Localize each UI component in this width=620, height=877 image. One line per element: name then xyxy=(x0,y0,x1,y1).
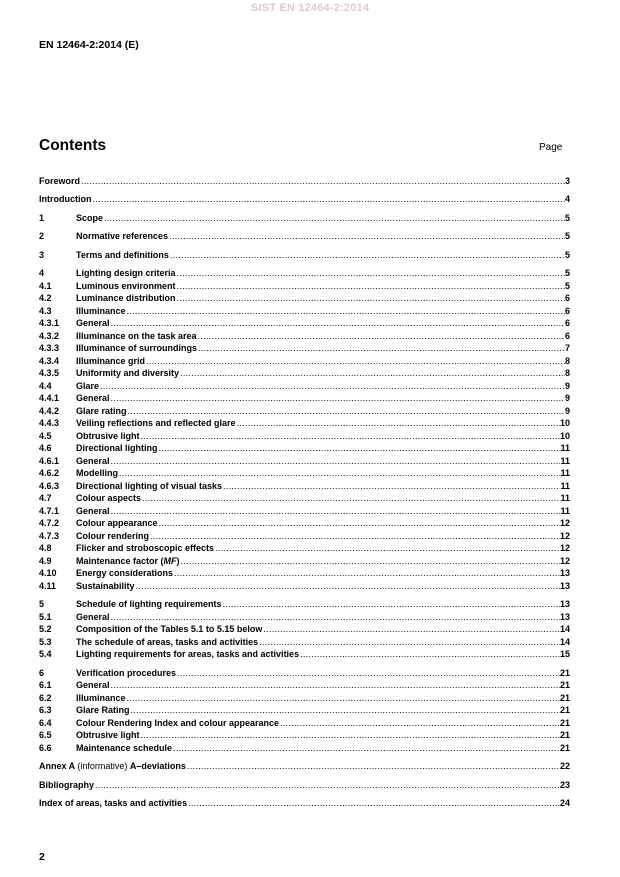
toc-entry-title: Terms and definitions xyxy=(76,249,169,260)
toc-entry-page: 10 xyxy=(559,430,570,441)
toc-leader-dots xyxy=(110,506,561,516)
toc-entry-title: Illuminance xyxy=(76,692,126,703)
toc-entry-title: Schedule of lighting requirements xyxy=(76,599,222,609)
toc-entry-title: Illuminance grid xyxy=(76,355,146,366)
toc-entry[interactable] xyxy=(39,403,570,416)
toc-leader-dots xyxy=(99,381,565,391)
toc-entry-title-part: Maintenance factor ( xyxy=(76,555,164,566)
toc-entry-page: 4 xyxy=(564,194,570,204)
toc-leader-dots xyxy=(187,798,560,808)
toc-leader-dots xyxy=(103,213,565,223)
toc-leader-dots xyxy=(236,418,560,428)
toc-entry-number: 4.4 xyxy=(39,380,52,391)
toc-entry-title: Luminance distribution xyxy=(76,293,176,303)
toc-leader-dots xyxy=(197,331,565,341)
page-column-label: Page xyxy=(539,142,563,153)
toc-entry-number: 4.8 xyxy=(39,543,52,553)
toc-entry-number: 4.7.3 xyxy=(39,530,60,541)
toc-entry-title: Directional lighting xyxy=(76,443,158,453)
toc-entry-page: 21 xyxy=(559,667,570,678)
toc-leader-dots xyxy=(186,761,560,771)
toc-entry[interactable] xyxy=(39,690,570,703)
toc-entry-page: 8 xyxy=(564,368,570,378)
toc-entry-page: 12 xyxy=(559,543,570,553)
toc-entry-number: 4.6 xyxy=(39,443,52,453)
toc-entry-number: 5.3 xyxy=(39,636,52,647)
toc-entry-number: 4.9 xyxy=(39,555,52,566)
toc-entry[interactable] xyxy=(39,678,570,691)
toc-entry[interactable] xyxy=(39,278,570,291)
toc-entry-title-part: ) xyxy=(176,555,180,566)
toc-entry-title: Foreword xyxy=(39,175,81,186)
toc-entry-number: 4.3 xyxy=(39,305,52,316)
document-reference: EN 12464-2:2014 (E) xyxy=(39,39,139,51)
toc-entry[interactable] xyxy=(39,728,570,741)
toc-leader-dots xyxy=(214,543,560,553)
toc-entry-page: 14 xyxy=(559,636,570,647)
toc-entry-title: Flicker and stroboscopic effects xyxy=(76,543,215,553)
toc-entry-title: Glare xyxy=(76,380,100,391)
toc-leader-dots xyxy=(110,393,565,403)
toc-entry-page: 5 xyxy=(564,268,570,278)
toc-leader-dots xyxy=(179,368,565,378)
toc-entry-number: 5.1 xyxy=(39,611,52,622)
toc-entry-page: 6 xyxy=(564,293,570,303)
toc-entry-page: 23 xyxy=(559,779,570,790)
toc-leader-dots xyxy=(135,581,560,591)
toc-leader-dots xyxy=(222,481,560,491)
toc-entry-page: 13 xyxy=(559,568,570,578)
toc-entry-number: 4.2 xyxy=(39,293,52,303)
toc-entry-page: 21 xyxy=(559,742,570,753)
toc-entry-title: Glare Rating xyxy=(76,705,130,715)
toc-leader-dots xyxy=(110,612,560,622)
toc-entry-page: 11 xyxy=(560,493,570,503)
toc-leader-dots xyxy=(110,318,565,328)
toc-leader-dots xyxy=(126,306,565,316)
toc-entry[interactable] xyxy=(39,647,570,660)
toc-leader-dots xyxy=(173,568,560,578)
toc-entry[interactable] xyxy=(39,740,570,753)
toc-entry-page: 14 xyxy=(559,624,570,634)
toc-entry-page: 3 xyxy=(564,175,570,186)
toc-leader-dots xyxy=(118,468,560,478)
toc-entry-title: Composition of the Tables 5.1 to 5.15 below xyxy=(76,624,263,634)
toc-entry[interactable] xyxy=(39,341,570,354)
toc-entry-title-part: Annex A xyxy=(39,761,78,771)
toc-entry-title: Sustainability xyxy=(76,580,135,591)
toc-entry-page: 5 xyxy=(564,280,570,291)
table-of-contents xyxy=(39,173,570,808)
toc-entry-title: Obtrusive light xyxy=(76,730,140,740)
toc-leader-dots xyxy=(176,293,565,303)
toc-entry-title: Uniformity and diversity xyxy=(76,368,180,378)
toc-leader-dots xyxy=(94,780,560,790)
toc-entry-page: 11 xyxy=(560,455,570,466)
toc-leader-dots xyxy=(110,680,560,690)
toc-entry[interactable] xyxy=(39,192,570,205)
toc-entry-number: 4.7.1 xyxy=(39,505,60,516)
toc-entry-page: 5 xyxy=(564,231,570,241)
toc-entry-number: 4.5 xyxy=(39,430,52,441)
toc-leader-dots xyxy=(258,637,560,647)
toc-entry-title: Lighting design criteria xyxy=(76,268,176,278)
toc-leader-dots xyxy=(197,343,565,353)
toc-entry[interactable] xyxy=(39,759,570,772)
toc-entry-page: 13 xyxy=(559,611,570,622)
toc-entry-page: 8 xyxy=(564,355,570,366)
toc-entry[interactable] xyxy=(39,303,570,316)
toc-entry-page: 10 xyxy=(559,418,570,428)
toc-entry[interactable] xyxy=(39,715,570,728)
toc-entry-title: Illuminance xyxy=(76,305,126,316)
toc-entry[interactable] xyxy=(39,478,570,491)
toc-entry-page: 12 xyxy=(559,530,570,541)
toc-entry[interactable] xyxy=(39,453,570,466)
toc-entry[interactable] xyxy=(39,777,570,790)
toc-leader-dots xyxy=(149,531,560,541)
toc-entry-number: 3 xyxy=(39,249,45,260)
toc-entry-title: General xyxy=(76,393,110,403)
toc-entry-title: Lighting requirements for areas, tasks and activities xyxy=(76,649,300,659)
toc-entry-title xyxy=(76,556,180,566)
toc-entry[interactable] xyxy=(39,541,570,554)
contents-heading: Contents xyxy=(39,137,107,154)
toc-entry-page: 11 xyxy=(560,505,570,516)
toc-entry[interactable] xyxy=(39,796,570,809)
toc-entry-number: 4.7 xyxy=(39,493,52,503)
toc-entry[interactable] xyxy=(39,173,570,186)
toc-entry-title: Bibliography xyxy=(39,779,95,790)
toc-entry-number: 4.10 xyxy=(39,568,57,578)
toc-leader-dots xyxy=(279,718,560,728)
toc-entry-title: Glare rating xyxy=(76,405,127,416)
toc-entry-page: 22 xyxy=(559,761,570,771)
toc-entry-title-part: A–deviations xyxy=(129,761,186,771)
toc-leader-dots xyxy=(176,668,560,678)
toc-entry-title: General xyxy=(76,611,110,622)
toc-entry-page: 9 xyxy=(564,393,570,403)
toc-entry[interactable] xyxy=(39,210,570,223)
toc-entry-page: 9 xyxy=(564,380,570,391)
toc-entry-page: 11 xyxy=(560,480,570,491)
toc-leader-dots xyxy=(168,231,565,241)
toc-entry-number: 4.6.3 xyxy=(39,480,60,491)
toc-entry-number: 4.6.2 xyxy=(39,468,60,478)
toc-entry-title: Illuminance of surroundings xyxy=(76,343,198,353)
toc-entry[interactable] xyxy=(39,634,570,647)
toc-entry[interactable] xyxy=(39,665,570,678)
toc-entry[interactable] xyxy=(39,266,570,279)
toc-entry-number: 4.4.2 xyxy=(39,405,60,416)
watermark: SIST EN 12464-2:2014 xyxy=(250,2,370,14)
toc-entry-number: 4.11 xyxy=(39,580,57,591)
toc-entry[interactable] xyxy=(39,247,570,260)
toc-leader-dots xyxy=(140,431,560,441)
toc-leader-dots xyxy=(180,556,560,566)
toc-entry-title: Modelling xyxy=(76,468,118,478)
toc-entry-title: Colour Rendering Index and colour appearance xyxy=(76,717,280,728)
toc-entry-number: 4.3.1 xyxy=(39,318,60,328)
toc-leader-dots xyxy=(169,250,565,260)
toc-entry[interactable] xyxy=(39,229,570,242)
toc-entry-title: Luminous environment xyxy=(76,280,176,291)
toc-entry[interactable] xyxy=(39,491,570,504)
toc-leader-dots xyxy=(127,406,565,416)
toc-entry[interactable] xyxy=(39,528,570,541)
toc-entry-page: 21 xyxy=(559,692,570,703)
toc-leader-dots xyxy=(130,705,560,715)
toc-entry-title: General xyxy=(76,505,110,516)
toc-entry-title: Colour rendering xyxy=(76,530,150,541)
toc-entry-page: 21 xyxy=(559,680,570,690)
toc-entry-page: 12 xyxy=(559,518,570,528)
toc-entry-number: 6.3 xyxy=(39,705,52,715)
toc-entry-page: 12 xyxy=(559,555,570,566)
toc-entry[interactable] xyxy=(39,609,570,622)
toc-entry[interactable] xyxy=(39,316,570,329)
toc-entry[interactable] xyxy=(39,466,570,479)
toc-entry-title: Directional lighting of visual tasks xyxy=(76,480,223,491)
toc-entry[interactable] xyxy=(39,703,570,716)
toc-entry-title-part: (informative) xyxy=(77,761,130,771)
toc-entry[interactable] xyxy=(39,291,570,304)
toc-entry-title: Obtrusive light xyxy=(76,430,140,441)
toc-entry[interactable] xyxy=(39,553,570,566)
toc-entry[interactable] xyxy=(39,366,570,379)
toc-leader-dots xyxy=(145,356,565,366)
toc-entry-page: 6 xyxy=(564,318,570,328)
toc-entry-page: 11 xyxy=(560,443,570,453)
toc-leader-dots xyxy=(222,599,560,609)
toc-entry-title xyxy=(39,761,186,771)
toc-entry-title: Maintenance schedule xyxy=(76,742,173,753)
toc-entry[interactable] xyxy=(39,622,570,635)
toc-leader-dots xyxy=(140,730,560,740)
toc-entry-page: 7 xyxy=(564,343,570,353)
toc-entry-page: 21 xyxy=(559,717,570,728)
toc-entry-number: 6.2 xyxy=(39,692,52,703)
toc-entry[interactable] xyxy=(39,378,570,391)
toc-entry-number: 4.7.2 xyxy=(39,518,60,528)
toc-entry-number: 6.5 xyxy=(39,730,52,740)
toc-leader-dots xyxy=(80,176,565,186)
page-number: 2 xyxy=(39,851,45,863)
toc-entry-page: 6 xyxy=(564,305,570,316)
toc-leader-dots xyxy=(172,743,560,753)
toc-entry-number: 5.2 xyxy=(39,624,52,634)
toc-leader-dots xyxy=(262,624,560,634)
toc-entry[interactable] xyxy=(39,441,570,454)
toc-entry-number: 4.4.3 xyxy=(39,418,60,428)
toc-entry-page: 5 xyxy=(564,212,570,223)
toc-entry-title: General xyxy=(76,680,110,690)
toc-entry-title: Energy considerations xyxy=(76,568,174,578)
toc-entry-page: 21 xyxy=(559,730,570,740)
toc-entry-page: 5 xyxy=(564,249,570,260)
toc-entry-number: 6 xyxy=(39,667,45,678)
toc-entry-title: General xyxy=(76,455,110,466)
toc-entry-page: 24 xyxy=(559,798,570,808)
toc-entry[interactable] xyxy=(39,597,570,610)
toc-entry[interactable] xyxy=(39,416,570,429)
toc-entry-page: 21 xyxy=(559,705,570,715)
toc-entry-page: 9 xyxy=(564,405,570,416)
toc-entry-title: Normative references xyxy=(76,231,169,241)
toc-entry-number: 1 xyxy=(39,212,45,223)
toc-entry-number: 5.4 xyxy=(39,649,52,659)
toc-entry-title: The schedule of areas, tasks and activities xyxy=(76,636,259,647)
toc-entry-title: Illuminance on the task area xyxy=(76,330,197,341)
toc-entry-page: 11 xyxy=(560,468,570,478)
toc-entry-title: Scope xyxy=(76,212,104,223)
toc-entry-number: 6.6 xyxy=(39,742,52,753)
toc-leader-dots xyxy=(126,693,560,703)
toc-entry-title: Veiling reflections and reflected glare xyxy=(76,418,236,428)
toc-entry-number: 4 xyxy=(39,268,45,278)
toc-entry-page: 15 xyxy=(559,649,570,659)
toc-entry-title: Introduction xyxy=(39,194,92,204)
toc-entry-number: 6.4 xyxy=(39,717,52,728)
toc-entry-title: Verification procedures xyxy=(76,667,177,678)
toc-leader-dots xyxy=(110,456,561,466)
toc-entry-number: 2 xyxy=(39,231,45,241)
toc-entry-title: Colour aspects xyxy=(76,493,142,503)
toc-leader-dots xyxy=(92,194,565,204)
toc-entry-number: 5 xyxy=(39,599,45,609)
toc-leader-dots xyxy=(141,493,560,503)
toc-entry[interactable] xyxy=(39,516,570,529)
toc-entry-page: 13 xyxy=(559,599,570,609)
toc-leader-dots xyxy=(158,518,560,528)
toc-entry-number: 4.6.1 xyxy=(39,455,60,466)
toc-entry[interactable] xyxy=(39,566,570,579)
toc-entry[interactable] xyxy=(39,353,570,366)
toc-entry-number: 4.1 xyxy=(39,280,52,291)
toc-entry[interactable] xyxy=(39,503,570,516)
toc-entry[interactable] xyxy=(39,578,570,591)
toc-entry[interactable] xyxy=(39,428,570,441)
toc-leader-dots xyxy=(176,281,565,291)
toc-entry-title-part: MF xyxy=(163,555,177,566)
toc-entry-title: General xyxy=(76,318,110,328)
toc-leader-dots xyxy=(158,443,561,453)
toc-entry-number: 4.3.4 xyxy=(39,355,60,366)
toc-entry-number: 4.4.1 xyxy=(39,393,60,403)
toc-leader-dots xyxy=(299,649,560,659)
toc-entry-title: Colour appearance xyxy=(76,518,158,528)
toc-entry-page: 13 xyxy=(559,580,570,591)
toc-entry-number: 4.3.5 xyxy=(39,368,60,378)
toc-entry-number: 6.1 xyxy=(39,680,52,690)
toc-entry-number: 4.3.2 xyxy=(39,330,60,341)
toc-entry-number: 4.3.3 xyxy=(39,343,60,353)
toc-entry[interactable] xyxy=(39,391,570,404)
toc-entry-title: Index of areas, tasks and activities xyxy=(39,798,188,808)
toc-entry-page: 6 xyxy=(564,330,570,341)
toc-entry[interactable] xyxy=(39,328,570,341)
toc-leader-dots xyxy=(176,268,565,278)
